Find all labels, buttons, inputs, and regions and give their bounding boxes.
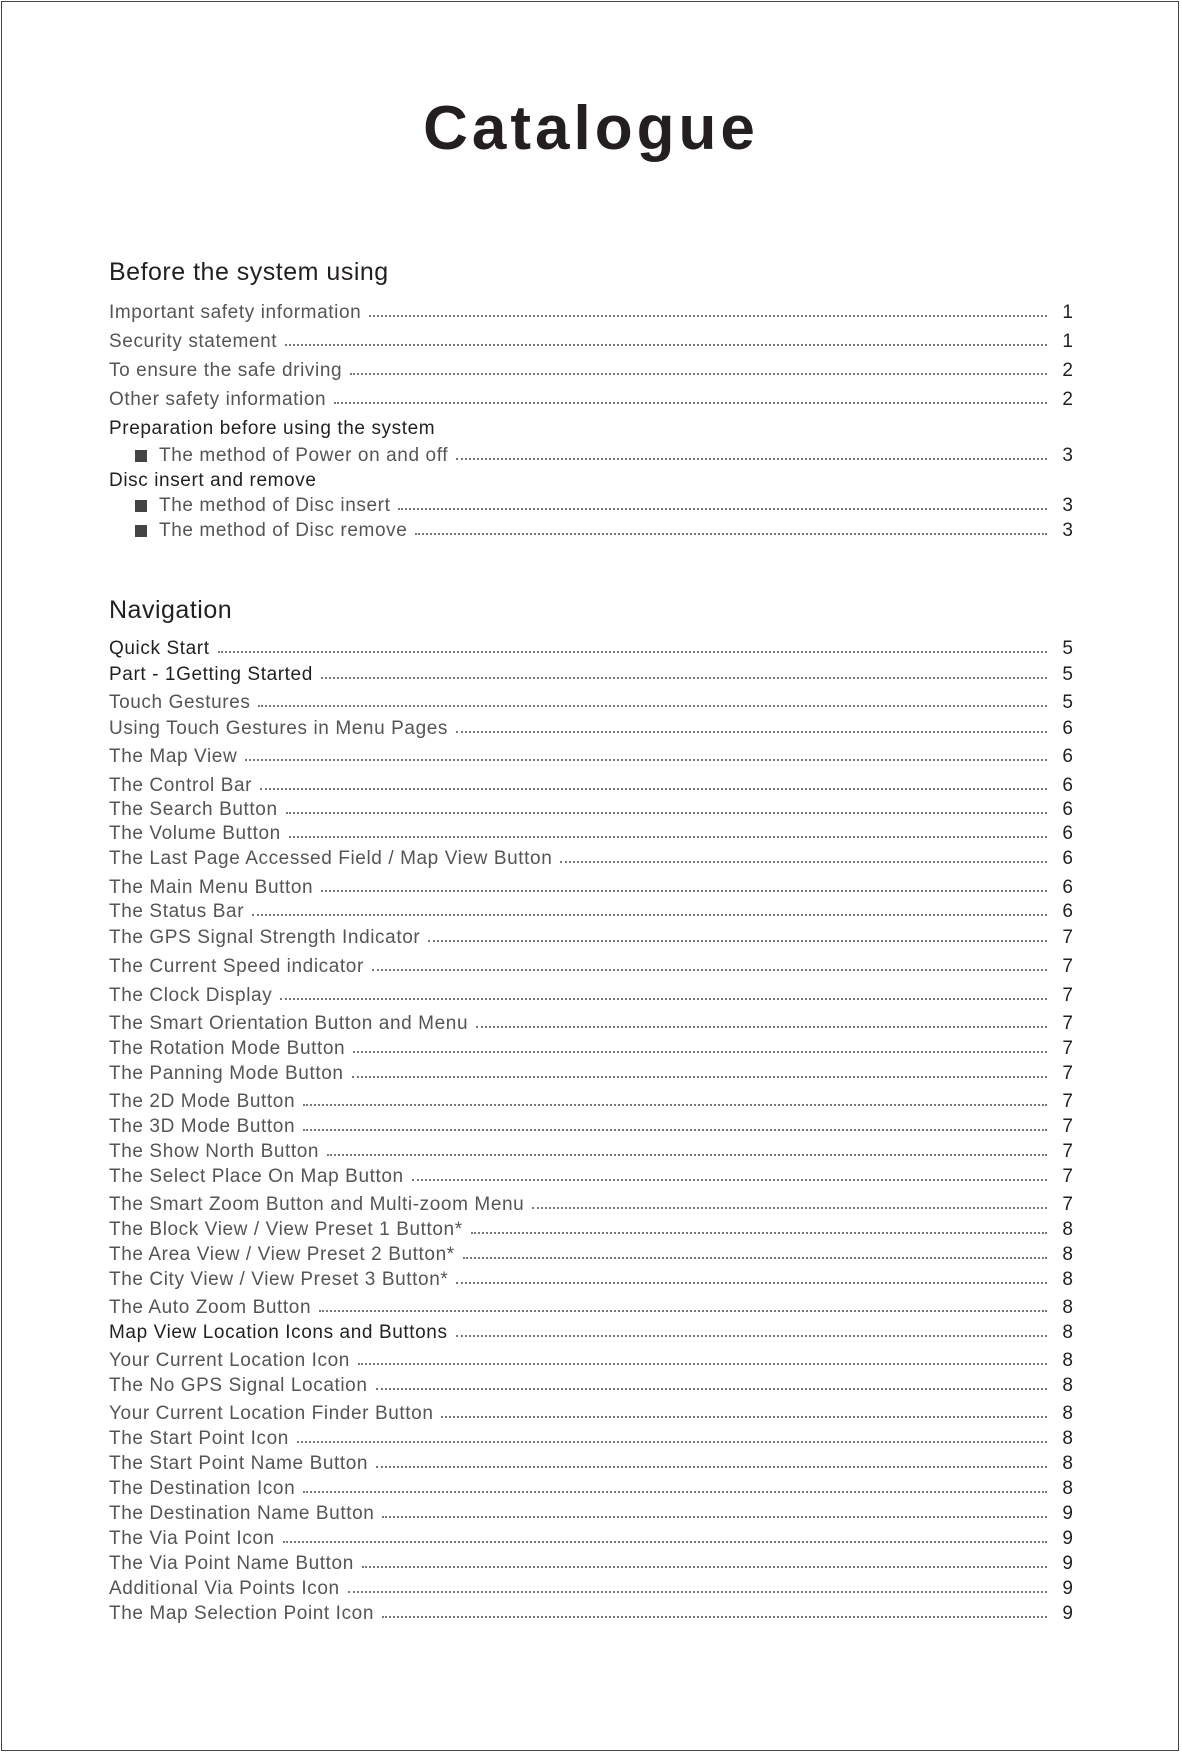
toc-entry-page: 8 bbox=[1062, 1375, 1074, 1396]
toc-entry[interactable] bbox=[109, 1268, 1075, 1292]
toc-entry-page: 8 bbox=[1062, 1403, 1074, 1424]
toc-entry-label: Map View Location Icons and Buttons bbox=[109, 1322, 448, 1343]
dot-leader bbox=[245, 759, 1047, 761]
square-bullet-icon bbox=[135, 525, 147, 537]
dot-leader bbox=[348, 1591, 1047, 1593]
toc-entry[interactable] bbox=[109, 1037, 1075, 1061]
toc-entry-label: The Select Place On Map Button bbox=[109, 1166, 404, 1187]
dot-leader bbox=[456, 1335, 1047, 1337]
toc-entry[interactable] bbox=[109, 822, 1075, 846]
section-heading-before-system: Before the system using bbox=[109, 258, 389, 286]
toc-entry-label: The Control Bar bbox=[109, 775, 253, 796]
toc-entry-label: The Destination Name Button bbox=[109, 1503, 375, 1524]
dot-leader bbox=[560, 861, 1047, 863]
toc-entry-label: The Smart Zoom Button and Multi-zoom Menu bbox=[109, 1194, 525, 1215]
page-title: Catalogue bbox=[423, 94, 759, 163]
dot-leader bbox=[398, 508, 1047, 510]
toc-entry-page: 7 bbox=[1062, 1091, 1074, 1112]
toc-entry-label: The No GPS Signal Location bbox=[109, 1375, 368, 1396]
dot-leader bbox=[362, 1566, 1047, 1568]
toc-entry[interactable] bbox=[109, 1012, 1075, 1036]
dot-leader bbox=[285, 344, 1047, 346]
dot-leader bbox=[289, 836, 1047, 838]
square-bullet-icon bbox=[135, 450, 147, 462]
toc-entry[interactable] bbox=[135, 519, 1075, 543]
toc-entry[interactable] bbox=[109, 847, 1075, 871]
toc-entry-page: 7 bbox=[1062, 1194, 1074, 1215]
toc-subheading bbox=[109, 417, 1075, 441]
toc-entry[interactable] bbox=[109, 1502, 1075, 1526]
toc-entry[interactable] bbox=[109, 359, 1075, 383]
toc-entry-page: 6 bbox=[1062, 823, 1074, 844]
toc-entry-page: 6 bbox=[1062, 877, 1074, 898]
toc-entry[interactable] bbox=[109, 876, 1075, 900]
toc-entry-label: The 2D Mode Button bbox=[109, 1091, 296, 1112]
toc-entry-label: The Panning Mode Button bbox=[109, 1063, 344, 1084]
toc-entry[interactable] bbox=[109, 1218, 1075, 1242]
section-heading-navigation: Navigation bbox=[109, 596, 233, 624]
toc-entry-page: 7 bbox=[1062, 1013, 1074, 1034]
toc-entry-page: 9 bbox=[1062, 1553, 1074, 1574]
toc-entry-page: 9 bbox=[1062, 1603, 1074, 1624]
dot-leader bbox=[218, 651, 1047, 653]
toc-entry[interactable] bbox=[109, 717, 1075, 741]
dot-leader bbox=[463, 1257, 1047, 1259]
toc-entry-page: 6 bbox=[1062, 746, 1074, 767]
toc-entry[interactable] bbox=[109, 1602, 1075, 1626]
toc-entry[interactable] bbox=[109, 388, 1075, 412]
toc-entry-page: 6 bbox=[1062, 901, 1074, 922]
toc-entry-label: The Status Bar bbox=[109, 901, 245, 922]
toc-entry-page: 6 bbox=[1062, 799, 1074, 820]
toc-entry-label: The Map View bbox=[109, 746, 238, 767]
dot-leader bbox=[532, 1207, 1047, 1209]
toc-entry-page: 8 bbox=[1062, 1453, 1074, 1474]
dot-leader bbox=[283, 1541, 1047, 1543]
toc-entry[interactable] bbox=[109, 798, 1075, 822]
dot-leader bbox=[352, 1076, 1047, 1078]
toc-entry-page: 8 bbox=[1062, 1244, 1074, 1265]
dot-leader bbox=[280, 998, 1047, 1000]
toc-entry[interactable] bbox=[109, 663, 1075, 687]
toc-entry[interactable] bbox=[109, 1193, 1075, 1217]
dot-leader bbox=[372, 969, 1047, 971]
dot-leader bbox=[303, 1129, 1047, 1131]
toc-entry[interactable] bbox=[109, 1552, 1075, 1576]
toc-entry-page: 8 bbox=[1062, 1297, 1074, 1318]
toc-entry-page: 6 bbox=[1062, 718, 1074, 739]
dot-leader bbox=[252, 914, 1047, 916]
toc-entry-page: 1 bbox=[1062, 331, 1074, 352]
dot-leader bbox=[327, 1154, 1047, 1156]
toc-entry[interactable] bbox=[135, 494, 1075, 518]
toc-entry[interactable] bbox=[135, 444, 1075, 468]
toc-entry-page: 5 bbox=[1062, 638, 1074, 659]
dot-leader bbox=[321, 890, 1047, 892]
toc-entry-label: The Destination Icon bbox=[109, 1478, 296, 1499]
toc-entry-label: Part - 1Getting Started bbox=[109, 664, 313, 685]
dot-leader bbox=[415, 533, 1047, 535]
dot-leader bbox=[456, 458, 1047, 460]
toc-entry[interactable] bbox=[109, 1427, 1075, 1451]
toc-entry[interactable] bbox=[109, 774, 1075, 798]
dot-leader bbox=[376, 1388, 1047, 1390]
toc-entry-label: The Start Point Name Button bbox=[109, 1453, 369, 1474]
toc-entry-label: The Last Page Accessed Field / Map View Button bbox=[109, 848, 553, 869]
toc-entry[interactable] bbox=[109, 301, 1075, 325]
toc-entry[interactable] bbox=[109, 1115, 1075, 1139]
toc-entry-page: 6 bbox=[1062, 848, 1074, 869]
toc-entry-label: The Area View / View Preset 2 Button* bbox=[109, 1244, 455, 1265]
dot-leader bbox=[350, 373, 1047, 375]
square-bullet-icon bbox=[135, 500, 147, 512]
toc-entry-label: The method of Power on and off bbox=[159, 445, 449, 466]
toc-entry-page: 8 bbox=[1062, 1322, 1074, 1343]
dot-leader bbox=[428, 940, 1047, 942]
toc-entry-label: The GPS Signal Strength Indicator bbox=[109, 927, 421, 948]
toc-entry-page: 3 bbox=[1062, 495, 1074, 516]
toc-entry[interactable] bbox=[109, 955, 1075, 979]
toc-entry[interactable] bbox=[109, 691, 1075, 715]
toc-entry-label: The Search Button bbox=[109, 799, 278, 820]
toc-entry[interactable] bbox=[109, 1452, 1075, 1476]
toc-entry[interactable] bbox=[109, 1349, 1075, 1373]
toc-entry[interactable] bbox=[109, 1090, 1075, 1114]
toc-entry-page: 5 bbox=[1062, 692, 1074, 713]
toc-entry-page: 8 bbox=[1062, 1219, 1074, 1240]
toc-entry[interactable] bbox=[109, 1577, 1075, 1601]
toc-entry-page: 8 bbox=[1062, 1350, 1074, 1371]
toc-entry-label: Using Touch Gestures in Menu Pages bbox=[109, 718, 449, 739]
toc-subheading-label: Preparation before using the system bbox=[109, 418, 436, 439]
toc-entry[interactable] bbox=[109, 1402, 1075, 1426]
dot-leader bbox=[353, 1051, 1047, 1053]
toc-entry[interactable] bbox=[109, 900, 1075, 924]
toc-entry-label: Your Current Location Icon bbox=[109, 1350, 350, 1371]
dot-leader bbox=[369, 315, 1047, 317]
toc-entry-label: The City View / View Preset 3 Button* bbox=[109, 1269, 449, 1290]
toc-entry-label: Additional Via Points Icon bbox=[109, 1578, 340, 1599]
toc-entry-label: To ensure the safe driving bbox=[109, 360, 343, 381]
toc-entry-label: The Clock Display bbox=[109, 985, 273, 1006]
dot-leader bbox=[476, 1026, 1047, 1028]
toc-entry[interactable] bbox=[109, 745, 1075, 769]
toc-entry-page: 6 bbox=[1062, 775, 1074, 796]
toc-entry-page: 2 bbox=[1062, 389, 1074, 410]
toc-entry-page: 3 bbox=[1062, 445, 1074, 466]
toc-entry[interactable] bbox=[109, 984, 1075, 1008]
toc-entry-label: The method of Disc insert bbox=[159, 495, 391, 516]
toc-entry-page: 3 bbox=[1062, 520, 1074, 541]
toc-subheading bbox=[109, 469, 1075, 493]
toc-entry-label: The Via Point Icon bbox=[109, 1528, 275, 1549]
toc-entry-page: 5 bbox=[1062, 664, 1074, 685]
toc-entry[interactable] bbox=[109, 1243, 1075, 1267]
toc-entry-page: 7 bbox=[1062, 927, 1074, 948]
toc-entry-page: 7 bbox=[1062, 1063, 1074, 1084]
toc-entry-label: The 3D Mode Button bbox=[109, 1116, 296, 1137]
toc-entry[interactable] bbox=[109, 1374, 1075, 1398]
toc-entry-label: The Show North Button bbox=[109, 1141, 320, 1162]
dot-leader bbox=[382, 1616, 1047, 1618]
dot-leader bbox=[358, 1363, 1047, 1365]
dot-leader bbox=[260, 788, 1047, 790]
dot-leader bbox=[471, 1232, 1047, 1234]
dot-leader bbox=[334, 402, 1047, 404]
toc-entry[interactable] bbox=[109, 926, 1075, 950]
toc-entry-label: The Via Point Name Button bbox=[109, 1553, 354, 1574]
dot-leader bbox=[321, 677, 1047, 679]
dot-leader bbox=[297, 1441, 1047, 1443]
toc-entry-page: 7 bbox=[1062, 956, 1074, 977]
toc-entry-label: The Main Menu Button bbox=[109, 877, 314, 898]
toc-entry-label: The method of Disc remove bbox=[159, 520, 408, 541]
toc-entry-page: 8 bbox=[1062, 1478, 1074, 1499]
toc-entry-page: 9 bbox=[1062, 1578, 1074, 1599]
toc-entry-label: Touch Gestures bbox=[109, 692, 251, 713]
dot-leader bbox=[456, 731, 1047, 733]
toc-entry-label: The Current Speed indicator bbox=[109, 956, 364, 977]
toc-entry-label: The Smart Orientation Button and Menu bbox=[109, 1013, 469, 1034]
toc-entry-page: 8 bbox=[1062, 1428, 1074, 1449]
toc-entry-label: The Auto Zoom Button bbox=[109, 1297, 312, 1318]
toc-entry[interactable] bbox=[109, 1062, 1075, 1086]
toc-entry-label: The Volume Button bbox=[109, 823, 281, 844]
toc-entry-label: The Rotation Mode Button bbox=[109, 1038, 346, 1059]
dot-leader bbox=[382, 1516, 1047, 1518]
toc-entry-label: Security statement bbox=[109, 331, 278, 352]
toc-entry-label: The Block View / View Preset 1 Button* bbox=[109, 1219, 463, 1240]
toc-entry-page: 1 bbox=[1062, 302, 1074, 323]
dot-leader bbox=[412, 1179, 1047, 1181]
toc-entry[interactable] bbox=[109, 1527, 1075, 1551]
dot-leader bbox=[319, 1310, 1047, 1312]
toc-entry-page: 7 bbox=[1062, 1141, 1074, 1162]
dot-leader bbox=[441, 1416, 1047, 1418]
toc-entry[interactable] bbox=[109, 1296, 1075, 1320]
toc-entry-label: Your Current Location Finder Button bbox=[109, 1403, 434, 1424]
toc-entry-page: 9 bbox=[1062, 1528, 1074, 1549]
toc-entry[interactable] bbox=[109, 1477, 1075, 1501]
dot-leader bbox=[303, 1104, 1047, 1106]
toc-entry-page: 7 bbox=[1062, 1116, 1074, 1137]
toc-entry[interactable] bbox=[109, 1321, 1075, 1345]
toc-entry[interactable] bbox=[109, 637, 1075, 661]
toc-entry-page: 9 bbox=[1062, 1503, 1074, 1524]
toc-entry-label: Quick Start bbox=[109, 638, 210, 659]
toc-entry-page: 7 bbox=[1062, 1166, 1074, 1187]
toc-entry-label: The Map Selection Point Icon bbox=[109, 1603, 374, 1624]
toc-entry[interactable] bbox=[109, 1140, 1075, 1164]
toc-entry-page: 7 bbox=[1062, 985, 1074, 1006]
toc-subheading-label: Disc insert and remove bbox=[109, 470, 317, 491]
toc-entry-label: The Start Point Icon bbox=[109, 1428, 289, 1449]
dot-leader bbox=[286, 812, 1047, 814]
dot-leader bbox=[376, 1466, 1047, 1468]
toc-entry-page: 7 bbox=[1062, 1038, 1074, 1059]
toc-entry-page: 2 bbox=[1062, 360, 1074, 381]
dot-leader bbox=[456, 1282, 1047, 1284]
toc-entry[interactable] bbox=[109, 1165, 1075, 1189]
toc-entry-label: Important safety information bbox=[109, 302, 362, 323]
toc-entry[interactable] bbox=[109, 330, 1075, 354]
dot-leader bbox=[303, 1491, 1047, 1493]
dot-leader bbox=[258, 705, 1047, 707]
toc-entry-label: Other safety information bbox=[109, 389, 327, 410]
toc-entry-page: 8 bbox=[1062, 1269, 1074, 1290]
